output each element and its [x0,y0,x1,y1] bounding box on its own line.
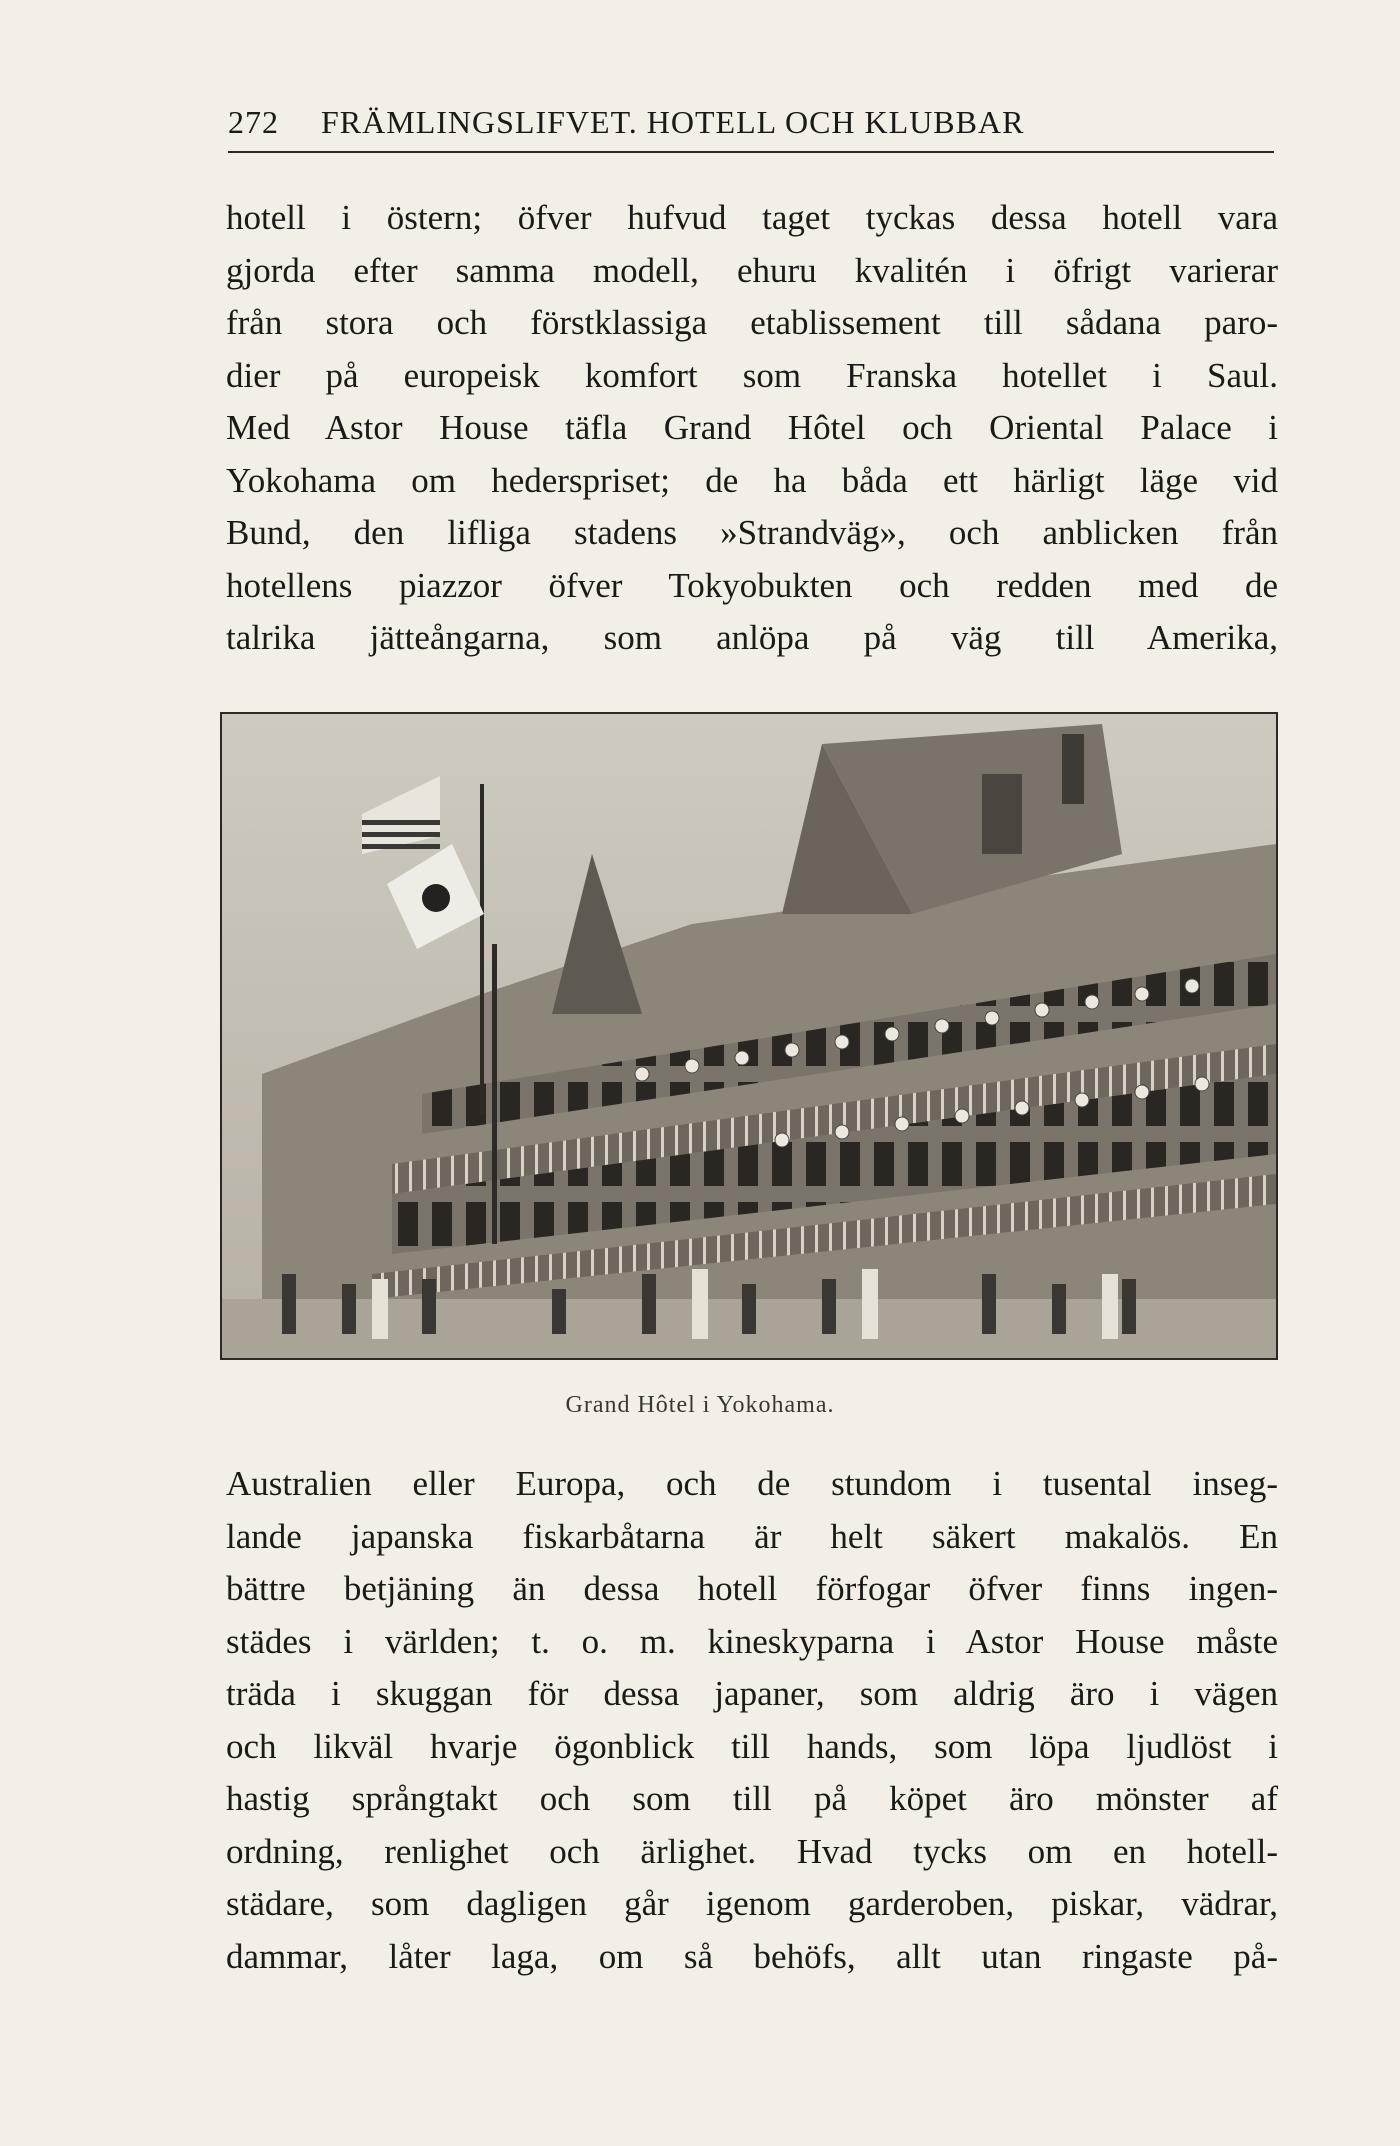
text-line: städare, som dagligen går igenom garderoben, piskar, vädrar, [226,1884,1278,1923]
paragraph-bottom [226,1458,1278,1983]
text-line: hotell i östern; öfver hufvud taget tyckas dessa hotell vara [226,198,1278,237]
text-line: och likväl hvarje ögonblick till hands, som löpa ljudlöst i [226,1726,1278,1766]
text-line: ordning, renlighet och ärlighet. Hvad tycks om en hotell- [226,1831,1278,1871]
text-line: Australien eller Europa, och de stundom i tusental inseg- [226,1464,1278,1503]
text-line: dammar, låter laga, om så behöfs, allt utan ringaste på- [226,1936,1278,1976]
text-line: från stora och förstklassiga etablissement till sådana paro- [226,303,1278,342]
text-line: Med Astor House täfla Grand Hôtel och Oriental Palace i [226,408,1278,447]
text-line: talrika jätteångarna, som anlöpa på väg till Amerika, [226,618,1278,657]
text-line: hotellens piazzor öfver Tokyobukten och redden med de [226,565,1278,605]
hotel-photograph [220,712,1278,1360]
text-line: Yokohama om hederspriset; de ha båda ett härligt läge vid [226,460,1278,500]
text-line: Bund, den lifliga stadens »Strandväg», och anblicken från [226,513,1278,552]
page-number: 272 [228,104,279,140]
text-line: bättre betjäning än dessa hotell förfogar öfver finns ingen- [226,1569,1278,1608]
text-line: städes i världen; t. o. m. kineskyparna i Astor House måste [226,1621,1278,1661]
running-head [228,104,1274,153]
hotel-photo-illustration [222,714,1276,1358]
text-line: gjorda efter samma modell, ehuru kvalitén i öfrigt varierar [226,250,1278,290]
text-line: lande japanska fiskarbåtarna är helt säkert makalös. En [226,1516,1278,1556]
paragraph-top [226,192,1278,665]
text-line: dier på europeisk komfort som Franska hotellet i Saul. [226,355,1278,395]
text-line: hastig språngtakt och som till på köpet äro mönster af [226,1779,1278,1818]
running-title: FRÄMLINGSLIFVET. HOTELL OCH KLUBBAR [321,104,1025,140]
figure-caption: Grand Hôtel i Yokohama. [565,1392,835,1418]
text-line: träda i skuggan för dessa japaner, som aldrig äro i vägen [226,1674,1278,1713]
